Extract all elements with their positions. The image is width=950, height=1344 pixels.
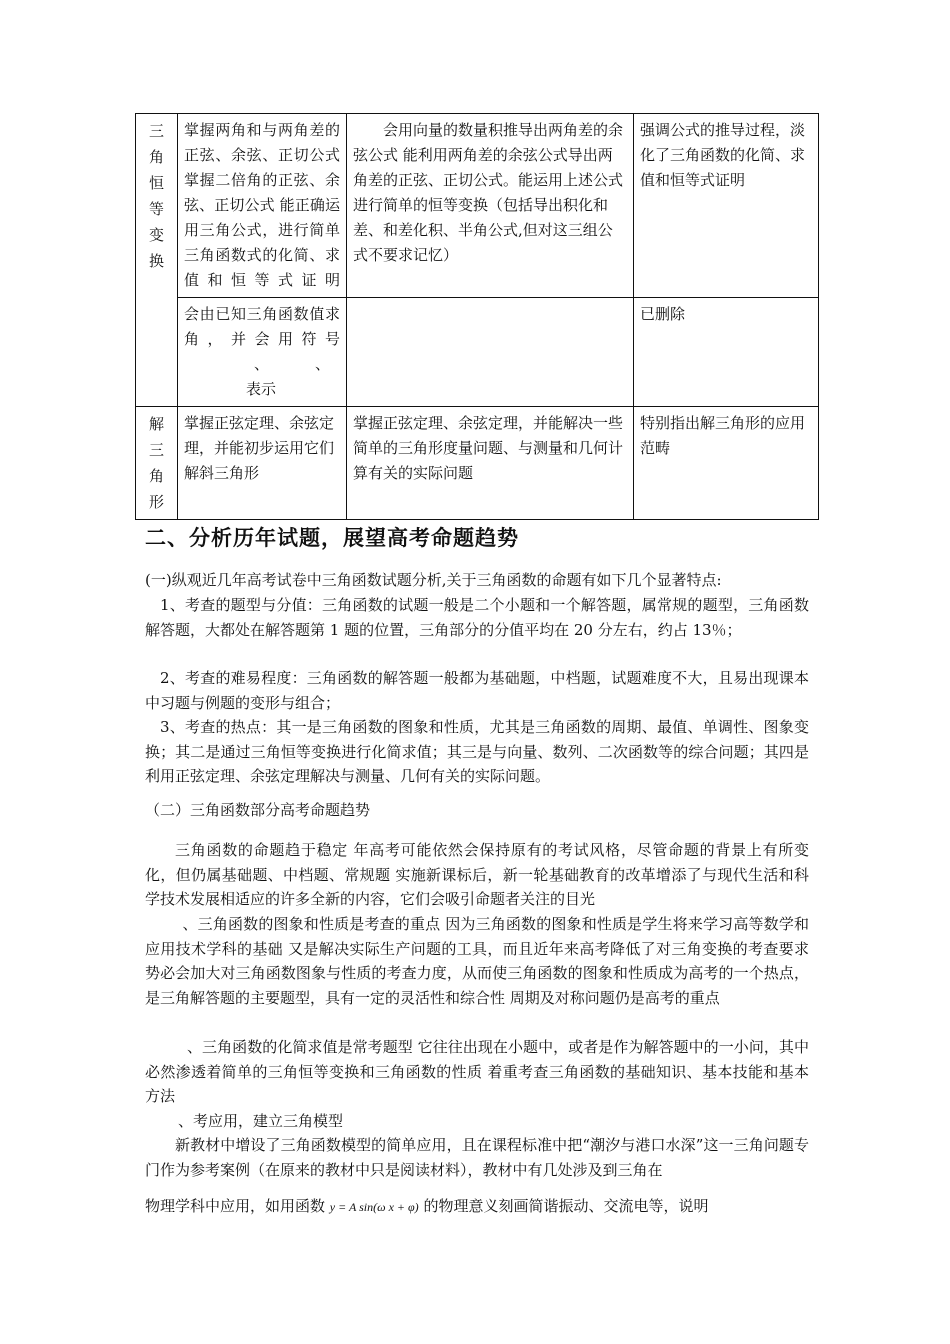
trend-new-textbook: 新教材中增设了三角函数模型的简单应用，且在课程标准中把“潮汐与港口水深”这一三角问题专门作为参考案例（在原来的教材中只是阅读材料），教材中有几处涉及到三角在 [145,1136,809,1179]
point-difficulty: 2、考查的难易程度：三角函数的解答题一般都为基础题，中档题，试题难度不大，且易出现课本中习题与例题的变形与组合； [145,669,809,712]
table-row [136,407,819,520]
note-cell: 强调公式的推导过程，淡化了三角函数的化简、求值和恒等式证明 [634,114,819,298]
requirement-cell-old: 会由已知三角函数值求角，并会用符号 、 、 表示 [178,298,347,407]
trend-graph-properties: 、三角函数的图象和性质是考查的重点 因为三角函数的图象和性质是学生将来学习高等数学和应用技术学科的基础 又是解决实际生产问题的工具，而且近年来高考降低了对三角变换的考查要求 势必会加大对三角函数图象与性质的考查力度，从而使三角函数的图象和性质成为高考的一个热点，是三角解答题的主要题型，具有一定的灵活性和综合性 周期及对称问题仍是高考的重点 [145,915,809,1007]
formula-simple-harmonic: y = A sin(ω x + φ) [329,1200,419,1214]
topic-cell-identity-transform: 三 角 恒 等 变 换 [136,114,178,407]
requirement-cell-old: 掌握两角和与两角差的正弦、余弦、正切公式 掌握二倍角的正弦、余弦、正切公式 能正确运用三角公式，进行简单三角函数式的化简、求值和恒等式证明 [178,114,347,298]
trend-physics-line: 物理学科中应用，如用函数 y = A sin(ω x + φ) 的物理意义刻画简谐振动、交流电等，说明 [145,1197,709,1215]
syllabus-table [135,113,819,520]
note-cell: 已删除 [634,298,819,407]
requirement-cell-old: 掌握正弦定理、余弦定理，并能初步运用它们解斜三角形 [178,407,347,520]
section-heading: 二、分析历年试题，展望高考命题趋势 [145,526,519,550]
note-cell: 特别指出解三角形的应用范畴 [634,407,819,520]
point-question-type: 1、考查的题型与分值：三角函数的试题一般是二个小题和一个解答题，属常规的题型，三角函数解答题，大都处在解答题第 1 题的位置，三角部分的分值平均在 20 分左右，约占 13％； [145,596,809,639]
trend-application: 、考应用，建立三角模型 [178,1112,344,1130]
point-hotspots: 3、考查的热点：其一是三角函数的图象和性质，尤其是三角函数的周期、最值、单调性、图象变换；其二是通过三角恒等变换进行化简求值；其三是与向量、数列、二次函数等的综合问题；其四是利用正弦定理、余弦定理解决与测量、几何有关的实际问题。 [145,718,809,785]
trend-stable: 三角函数的命题趋于稳定 年高考可能依然会保持原有的考试风格，尽管命题的背景上有所变化，但仍属基础题、中档题、常规题 实施新课标后，新一轮基础教育的改革增添了与现代生活和科学技术发展相适应的许多全新的内容，它们会吸引命题者关注的目光 [145,841,809,908]
requirement-cell-new: 掌握正弦定理、余弦定理，并能解决一些简单的三角形度量问题、与测量和几何计算有关的实际问题 [347,407,634,520]
requirement-cell-new-empty [347,298,634,407]
topic-cell-solving-triangles: 解 三 角 形 [136,407,178,520]
subsection-intro: (一)纵观近几年高考试卷中三角函数试题分析,关于三角函数的命题有如下几个显著特点: [145,571,722,589]
requirement-cell-new: 会用向量的数量积推导出两角差的余弦公式 能利用两角差的余弦公式导出两角差的正弦、正切公式。能运用上述公式进行简单的恒等变换（包括导出积化和差、和差化积、半角公式,但对这三组公式不要求记忆） [347,114,634,298]
table-row [136,298,819,407]
table-row [136,114,819,298]
subsection-trend-title: （二）三角函数部分高考命题趋势 [145,801,371,819]
trend-simplification: 、三角函数的化简求值是常考题型 它往往出现在小题中，或者是作为解答题中的一小问，其中必然渗透着简单的三角恒等变换和三角函数的性质 着重考查三角函数的基础知识、基本技能和基本方法 [145,1038,809,1105]
